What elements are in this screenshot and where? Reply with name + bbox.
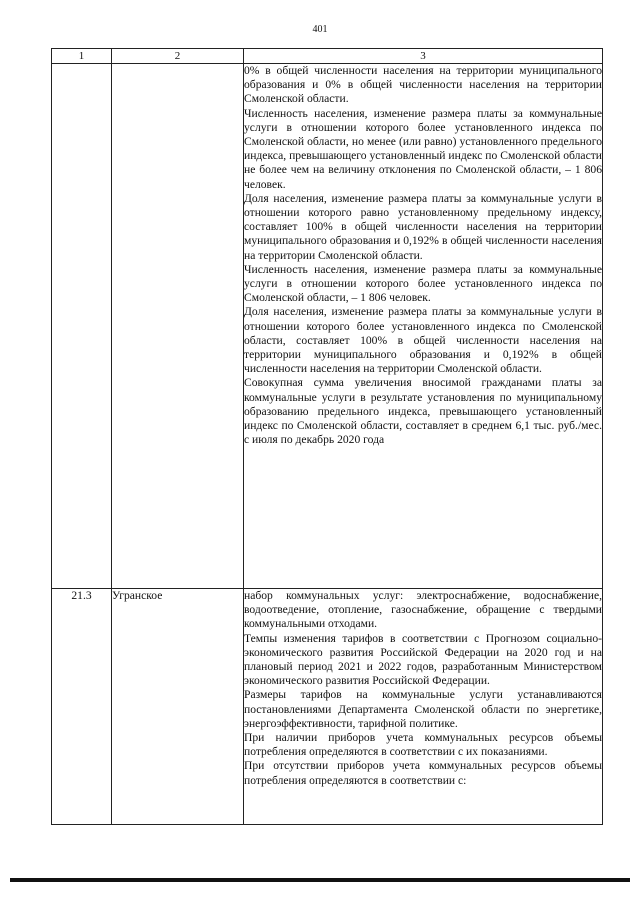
table-header-row (52, 49, 603, 64)
paragraph: Темпы изменения тарифов в соответствии с Прогнозом социально-экономического развития Российской Федерации на 2020 год и на плановый период 2021 и 2022 годов, разработанным Министерством экономического развития Российской Федерации. (244, 631, 602, 688)
table-row (52, 589, 603, 825)
description-cell (244, 64, 603, 589)
paragraph: набор коммунальных услуг: электроснабжение, водоснабжение, водоотведение, отопление, газоснабжение, обращение с твердыми коммунальными отходами. (244, 589, 602, 631)
paragraph: При отсутствии приборов учета коммунальных ресурсов объемы потребления определяются в соответствии с: (244, 759, 602, 787)
page-number: 401 (312, 24, 328, 35)
data-table (51, 48, 603, 825)
paragraph: Размеры тарифов на коммунальные услуги устанавливаются постановлениями Департамента Смоленской области по энергетике, энергоэффективности, тарифной политике. (244, 688, 602, 730)
paragraph: Доля населения, изменение размера платы за коммунальные услуги в отношении которого равно установленному предельному индексу, составляет 100% в общей численности населения на территории муниципального образования и 0,192% в общей численности населения на территории Смоленской области. (244, 191, 602, 262)
paragraph: Численность населения, изменение размера платы за коммунальные услуги в отношении которого более установленного индекса по Смоленской области, – 1 806 человек. (244, 262, 602, 305)
paragraph: Совокупная сумма увеличения вносимой гражданами платы за коммунальные услуги в результате установления по муниципальному образованию предельного индекса, превышающего установленный индекс по Смоленской области, составляет в среднем 6,1 тыс. руб./мес. с июля по декабрь 2020 года (244, 376, 602, 447)
row-number: 21.3 (52, 589, 112, 825)
column-header: 3 (244, 49, 603, 64)
municipality-name: Угранское (112, 589, 244, 825)
paragraph: При наличии приборов учета коммунальных ресурсов объемы потребления определяются в соответствии с их показаниями. (244, 731, 602, 759)
paragraph: Численность населения, изменение размера платы за коммунальные услуги в отношении которого более установленного индекса по Смоленской области, но менее (или равно) установленного предельного индекса, превышающего установленный индекс по Смоленской области не более чем на величину отклонения по Смоленской области, – 1 806 человек. (244, 106, 602, 191)
column-header: 1 (52, 49, 112, 64)
column-header: 2 (112, 49, 244, 64)
paragraph: Доля населения, изменение размера платы за коммунальные услуги в отношении которого более установленного индекса по Смоленской области, составляет 100% в общей численности населения на территории муниципального образования и 0,192% в общей численности населения на территории Смоленской области. (244, 305, 602, 376)
table-row (52, 64, 603, 589)
description-cell (244, 589, 603, 825)
paragraph: 0% в общей численности населения на территории муниципального образования и 0% в общей численности населения на территории Смоленской области. (244, 64, 602, 106)
scan-bottom-border (10, 878, 630, 882)
municipality-name (112, 64, 244, 589)
row-number (52, 64, 112, 589)
